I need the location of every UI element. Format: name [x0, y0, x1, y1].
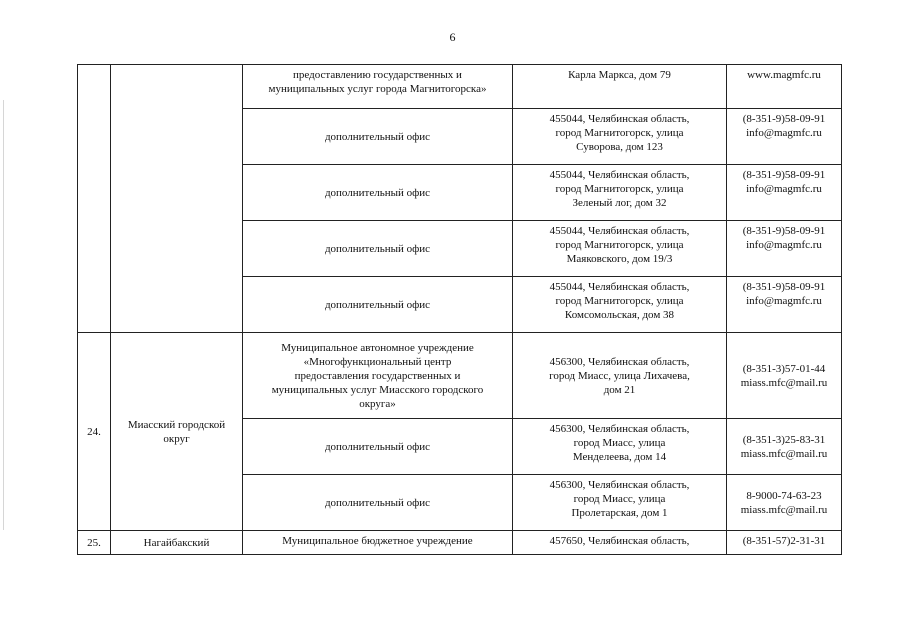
number-cell — [78, 65, 111, 333]
address-cell: 455044, Челябинская область, город Магнитогорск, улица Комсомольская, дом 38 — [513, 277, 727, 333]
email-link[interactable]: info@magmfc.ru — [746, 127, 822, 139]
table-row — [78, 65, 842, 109]
institution-name-cell: дополнительный офис — [243, 165, 513, 221]
contacts-cell: (8-351-57)2-31-31 — [727, 531, 842, 555]
contacts-cell — [727, 65, 842, 109]
address-cell: 455044, Челябинская область, город Магнитогорск, улица Зеленый лог, дом 32 — [513, 165, 727, 221]
district-cell: Миасский городской округ — [111, 333, 243, 531]
contacts-cell: (8-351-9)58-09-91 info@magmfc.ru — [727, 221, 842, 277]
address-cell: Карла Маркса, дом 79 — [513, 65, 727, 109]
number-cell: 25. — [78, 531, 111, 555]
scan-margin-line — [3, 100, 4, 530]
table-row — [78, 531, 842, 555]
address-cell: 456300, Челябинская область, город Миасс, улица Пролетарская, дом 1 — [513, 475, 727, 531]
email-link[interactable]: miass.mfc@mail.ru — [740, 447, 828, 460]
address-cell: 457650, Челябинская область, — [513, 531, 727, 555]
email-link[interactable]: info@magmfc.ru — [746, 239, 822, 251]
district-cell: Нагайбакский — [111, 531, 243, 555]
contacts-cell: (8-351-3)25-83-31 miass.mfc@mail.ru — [727, 419, 842, 475]
email-link[interactable]: miass.mfc@mail.ru — [740, 376, 828, 389]
contacts-cell: 8-9000-74-63-23 miass.mfc@mail.ru — [727, 475, 842, 531]
mfc-offices-table — [77, 64, 842, 555]
email-link[interactable]: miass.mfc@mail.ru — [740, 503, 828, 516]
institution-name-cell: дополнительный офис — [243, 221, 513, 277]
contacts-cell: (8-351-3)57-01-44 miass.mfc@mail.ru — [727, 333, 842, 419]
address-cell: 456300, Челябинская область, город Миасс, улица Лихачева, дом 21 — [513, 333, 727, 419]
page-number: 6 — [449, 30, 456, 44]
email-link[interactable]: info@magmfc.ru — [746, 183, 822, 195]
website-link[interactable]: www.magmfc.ru — [747, 69, 821, 81]
institution-name-cell: Муниципальное бюджетное учреждение — [243, 531, 513, 555]
institution-name-cell: дополнительный офис — [243, 109, 513, 165]
institution-name-cell: дополнительный офис — [243, 277, 513, 333]
address-cell: 455044, Челябинская область, город Магнитогорск, улица Суворова, дом 123 — [513, 109, 727, 165]
institution-name-cell: дополнительный офис — [243, 419, 513, 475]
table-row — [78, 333, 842, 419]
email-link[interactable]: info@magmfc.ru — [746, 295, 822, 307]
address-cell: 455044, Челябинская область, город Магнитогорск, улица Маяковского, дом 19/3 — [513, 221, 727, 277]
institution-name-cell: Муниципальное автономное учреждение «Многофункциональный центр предоставления государственных и муниципальных услуг Миасского городского округа» — [243, 333, 513, 419]
contacts-cell: (8-351-9)58-09-91 info@magmfc.ru — [727, 109, 842, 165]
contacts-cell: (8-351-9)58-09-91 info@magmfc.ru — [727, 165, 842, 221]
number-cell: 24. — [78, 333, 111, 531]
address-cell: 456300, Челябинская область, город Миасс, улица Менделеева, дом 14 — [513, 419, 727, 475]
institution-name-cell: предоставлению государственных и муниципальных услуг города Магнитогорска» — [243, 65, 513, 109]
institution-name-cell: дополнительный офис — [243, 475, 513, 531]
district-cell — [111, 65, 243, 333]
contacts-cell: (8-351-9)58-09-91 info@magmfc.ru — [727, 277, 842, 333]
